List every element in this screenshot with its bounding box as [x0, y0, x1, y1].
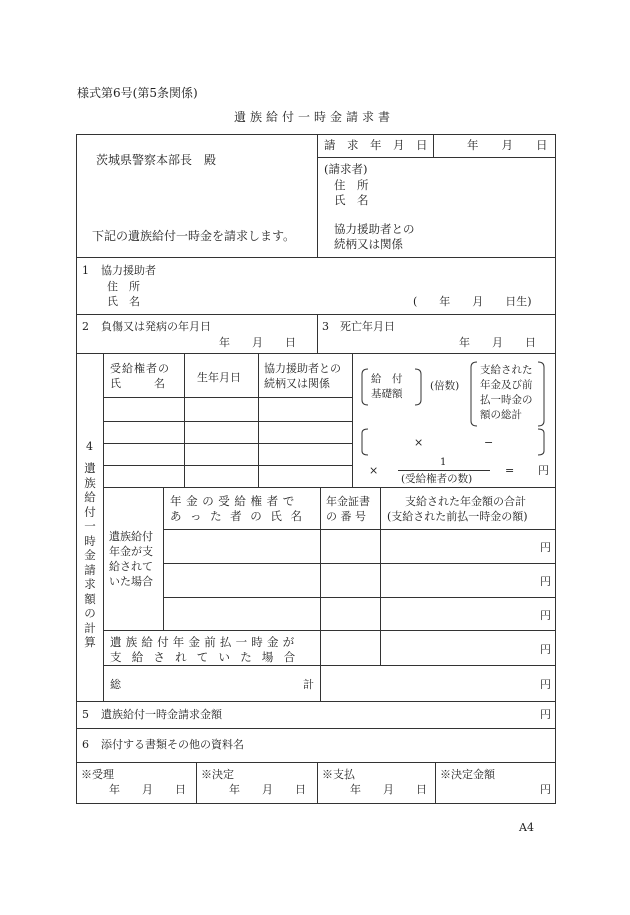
formula-left-bracket-1 [360, 368, 370, 406]
formula-basic-line2: 基礎額 [371, 388, 403, 400]
relation-label-line1: 協力援助者との [334, 222, 415, 236]
case-lump-sum-line2: 支給されていた場合 [110, 650, 306, 664]
formula-left-bracket-2 [469, 361, 479, 427]
section-2-title: 負傷又は発病の年月日 [101, 320, 211, 333]
cert-number-header-line1: 年金証書 [326, 495, 370, 508]
yen-row-1: 円 [540, 541, 551, 554]
claimant-address-label: 住 所 [334, 178, 369, 192]
section-1-birth-date[interactable]: ( 年 月 日生) [413, 295, 532, 308]
formula-paid-line1: 支給された [480, 364, 533, 376]
section-3-title: 死亡年月日 [340, 320, 395, 333]
section-6-number: 6 [82, 738, 89, 751]
total-label-right: 計 [303, 678, 314, 691]
formula-paid-line4: 額の総計 [480, 409, 522, 421]
yen-row-2: 円 [540, 575, 551, 588]
heir-name-header-line2: 氏 名 [110, 377, 165, 390]
heir-relation-header-line2: 続柄又は関係 [264, 377, 330, 390]
section-1-address-label: 住 所 [107, 280, 140, 293]
formula-paid-line2: 年金及び前 [480, 379, 533, 391]
decided-amount-label: ※決定金額 [440, 768, 495, 781]
formula-times: × [414, 436, 424, 449]
section-5-title: 遺族給付一時金請求金額 [101, 708, 222, 721]
form-title: 遺族給付一時金請求書 [234, 110, 395, 124]
receipt-date[interactable]: 年 月 日 [109, 783, 186, 796]
section-3-date[interactable]: 年 月 日 [459, 336, 536, 349]
yen-row-3: 円 [540, 609, 551, 622]
relation-label-line2: 続柄又は関係 [334, 237, 403, 251]
receipt-label: ※受理 [81, 768, 114, 781]
yen-row-4: 円 [540, 643, 551, 656]
heir-birth-header: 生年月日 [197, 371, 241, 384]
section-5-yen: 円 [540, 708, 551, 721]
claimant-name-label: 氏 名 [334, 193, 369, 207]
formula-yen: 円 [538, 464, 549, 477]
case-lump-sum-line1: 遺族給付年金前払一時金が [110, 635, 299, 649]
formula-fraction-bar [398, 470, 490, 471]
claim-date-label: 請 求 年 月 日 [324, 138, 428, 152]
claim-date-field[interactable]: 年 月 日 [467, 138, 548, 152]
formula-times-2: × [369, 464, 379, 477]
case-pension-line4: いた場合 [109, 575, 153, 588]
section-2-date[interactable]: 年 月 日 [219, 336, 296, 349]
section-4-number: 4 [86, 440, 93, 453]
total-paid-header-line2: (支給された前払一時金の額) [387, 510, 528, 523]
decided-amount-yen: 円 [540, 783, 551, 796]
formula-right-bracket-3 [536, 428, 546, 456]
formula-minus: − [484, 436, 494, 449]
formula-equals: = [505, 464, 515, 477]
form-number: 様式第6号(第5条関係) [77, 86, 198, 100]
recipient-header-line2: あった者の氏名 [170, 509, 311, 523]
case-pension-line2: 年金が支 [109, 545, 153, 558]
payment-label: ※支払 [322, 768, 355, 781]
section-6-title: 添付する書類その他の資料名 [101, 738, 244, 751]
section-1-title: 協力援助者 [101, 264, 156, 277]
claimant-label: (請求者) [324, 162, 368, 176]
request-sentence: 下記の遺族給付一時金を請求します。 [92, 229, 296, 243]
total-paid-header-line1: 支給された年金額の合計 [405, 495, 526, 508]
section-3-number: 3 [322, 320, 329, 333]
payment-date[interactable]: 年 月 日 [350, 783, 427, 796]
case-pension-line1: 遺族給付 [109, 530, 153, 543]
yen-total: 円 [540, 678, 551, 691]
section-1-number: 1 [82, 264, 89, 277]
formula-left-bracket-3 [360, 428, 370, 456]
formula-multiplier: (倍数) [430, 380, 460, 392]
total-label-left: 総 [110, 678, 121, 691]
section-1-name-label: 氏 名 [107, 295, 140, 308]
formula-right-bracket-2 [536, 361, 546, 427]
formula-numerator: 1 [440, 457, 447, 468]
formula-paid-line3: 払一時金の [480, 394, 533, 406]
cert-number-header-line2: の 番 号 [326, 510, 366, 523]
formula-right-bracket-1 [413, 368, 423, 406]
heir-name-header-line1: 受給権者の [110, 362, 170, 375]
section-4-title: 遺族給付一時金請求額の計算 [84, 461, 96, 649]
recipient-header-line1: 年金の受給権者で [170, 494, 299, 508]
formula-basic-line1: 給 付 [371, 373, 403, 385]
paper-size-label: A4 [519, 821, 534, 834]
section-2-number: 2 [82, 320, 89, 333]
section-5-number: 5 [82, 708, 89, 721]
addressee: 茨城県警察本部長 殿 [96, 153, 217, 167]
decision-label: ※決定 [201, 768, 234, 781]
decision-date[interactable]: 年 月 日 [229, 783, 306, 796]
formula-denominator: (受給権者の数) [401, 473, 473, 485]
heir-relation-header-line1: 協力援助者との [264, 362, 341, 375]
case-pension-line3: 給されて [109, 560, 153, 573]
